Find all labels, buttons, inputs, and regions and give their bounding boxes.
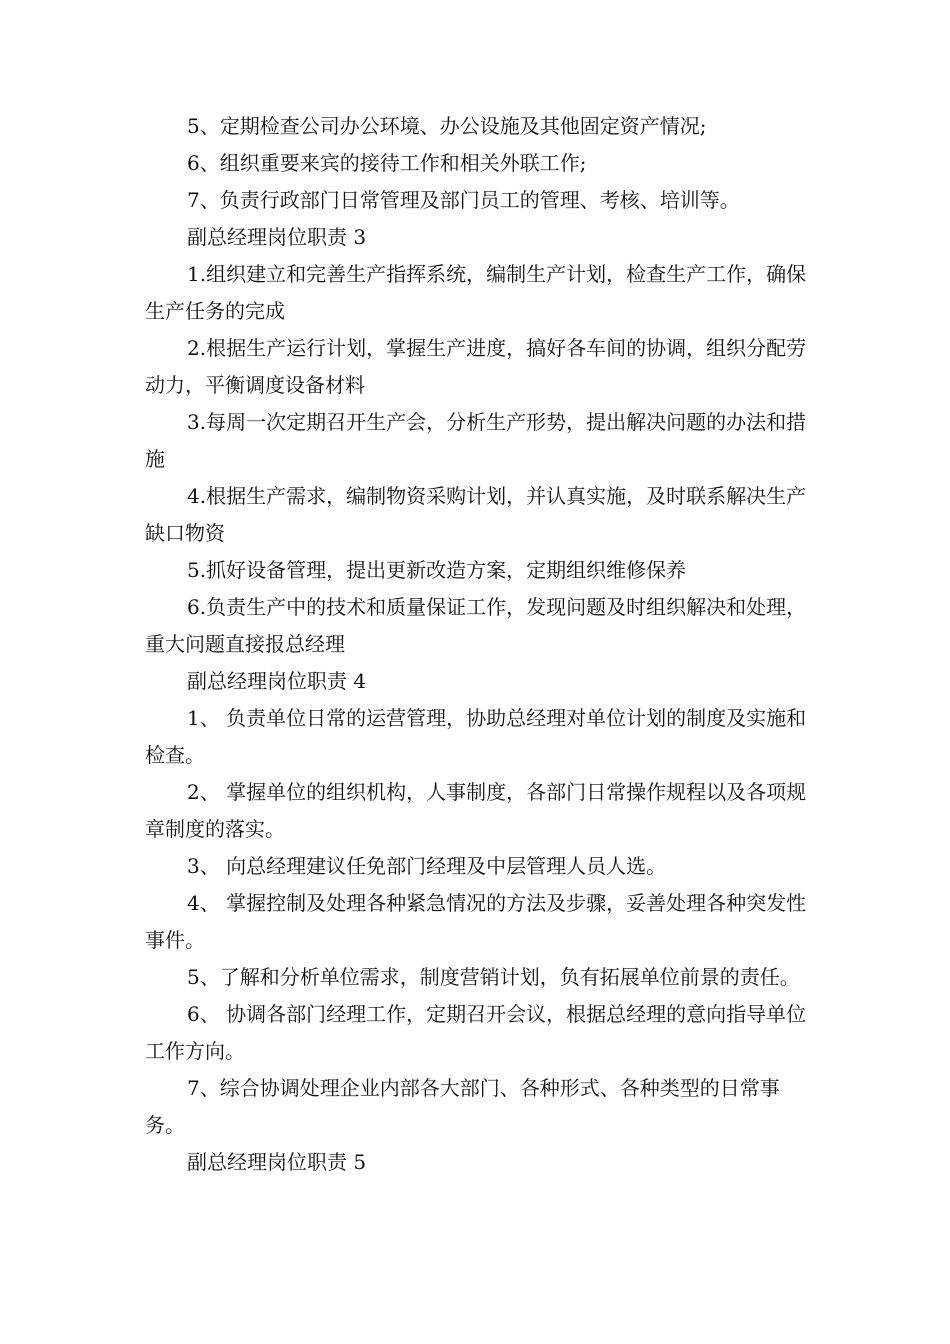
document-body xyxy=(145,108,813,1181)
section-heading-duties-5: 副总经理岗位职责 5 xyxy=(187,1150,367,1174)
paragraph-item-7-admin-management: 7、负责行政部门日常管理及部门员工的管理、考核、培训等。 xyxy=(187,188,740,212)
paragraph-duty-4-6: 6、 协调各部门经理工作，定期召开会议，根据总经理的意向指导单位工作方向。 xyxy=(145,1002,807,1063)
paragraph-duty-4-2: 2、 掌握单位的组织机构，人事制度，各部门日常操作规程以及各项规章制度的落实。 xyxy=(145,780,807,841)
paragraph-duty-3-4: 4.根据生产需求，编制物资采购计划，并认真实施，及时联系解决生产缺口物资 xyxy=(145,484,807,545)
paragraph-duty-3-2: 2.根据生产运行计划，掌握生产进度，搞好各车间的协调，组织分配劳动力，平衡调度设备材料 xyxy=(145,336,807,397)
paragraph-duty-3-3: 3.每周一次定期召开生产会，分析生产形势，提出解决问题的办法和措施 xyxy=(145,410,807,471)
paragraph-duty-4-5: 5、了解和分析单位需求，制度营销计划，负有拓展单位前景的责任。 xyxy=(187,965,800,989)
paragraph-duty-3-6: 6.负责生产中的技术和质量保证工作，发现问题及时组织解决和处理，重大问题直接报总经理 xyxy=(145,595,807,656)
section-heading-duties-4: 副总经理岗位职责 4 xyxy=(187,669,367,693)
paragraph-item-6-reception: 6、组织重要来宾的接待工作和相关外联工作; xyxy=(187,151,587,175)
paragraph-duty-3-5: 5.抓好设备管理，提出更新改造方案，定期组织维修保养 xyxy=(187,558,687,582)
paragraph-duty-3-1: 1.组织建立和完善生产指挥系统，编制生产计划，检查生产工作，确保生产任务的完成 xyxy=(145,262,807,323)
paragraph-duty-4-3: 3、 向总经理建议任免部门经理及中层管理人员人选。 xyxy=(187,854,667,878)
paragraph-item-5-office-assets: 5、定期检查公司办公环境、办公设施及其他固定资产情况; xyxy=(187,114,707,138)
paragraph-duty-4-7: 7、综合协调处理企业内部各大部门、各种形式、各种类型的日常事务。 xyxy=(145,1076,780,1137)
paragraph-duty-4-1: 1、 负责单位日常的运营管理，协助总经理对单位计划的制度及实施和检查。 xyxy=(145,706,807,767)
paragraph-duty-4-4: 4、 掌握控制及处理各种紧急情况的方法及步骤，妥善处理各种突发性事件。 xyxy=(145,891,807,952)
section-heading-duties-3: 副总经理岗位职责 3 xyxy=(187,225,367,249)
